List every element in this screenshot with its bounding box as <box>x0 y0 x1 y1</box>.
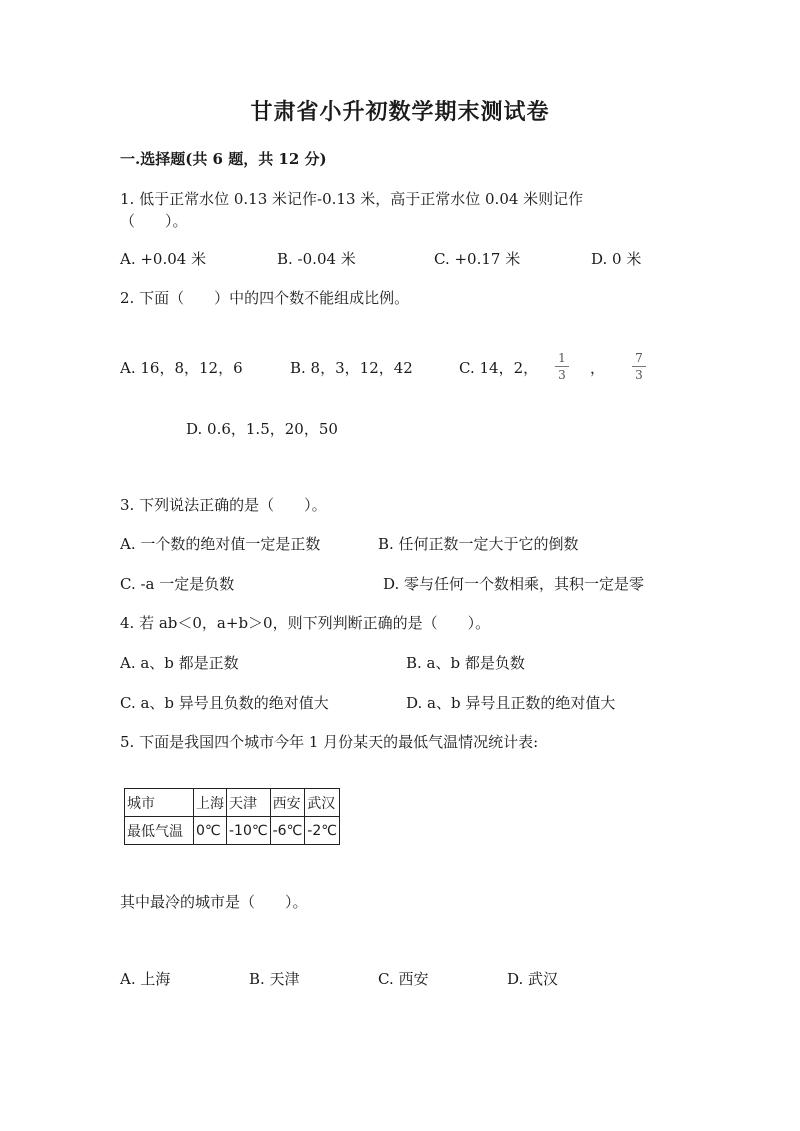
fraction-seven-thirds-denominator: 3 <box>635 368 643 382</box>
question-4-option-c[interactable]: C. a、b 异号且负数的绝对值大 <box>120 694 329 712</box>
fraction-separator: ， <box>590 359 606 377</box>
question-5-option-b[interactable]: B. 天津 <box>249 970 300 988</box>
question-3-text: 3. 下列说法正确的是（ ）。 <box>120 496 327 514</box>
section-heading: 一.选择题(共 6 题，共 12 分) <box>120 150 327 168</box>
question-1-option-b[interactable]: B. -0.04 米 <box>277 250 356 268</box>
question-3-option-c[interactable]: C. -a 一定是负数 <box>120 575 235 593</box>
fraction-one-third <box>555 352 569 381</box>
fraction-one-third-denominator: 3 <box>558 368 566 382</box>
table-cell: 城市 <box>125 789 194 817</box>
question-1-option-c[interactable]: C. +0.17 米 <box>434 250 521 268</box>
table-header-row <box>125 789 340 817</box>
table-cell: -6℃ <box>270 817 305 845</box>
question-2-option-b[interactable]: B. 8，3，12，42 <box>290 359 413 377</box>
fraction-one-third-numerator: 1 <box>555 352 569 367</box>
question-5-question: 其中最冷的城市是（ ）。 <box>120 893 308 911</box>
question-1-option-d[interactable]: D. 0 米 <box>591 250 642 268</box>
question-1-text: 1. 低于正常水位 0.13 米记作-0.13 米，高于正常水位 0.04 米则记作 <box>120 190 584 208</box>
question-3-option-d[interactable]: D. 零与任何一个数相乘，其积一定是零 <box>383 575 645 593</box>
question-1-option-a[interactable]: A. +0.04 米 <box>120 250 207 268</box>
table-cell: 西安 <box>270 789 305 817</box>
question-2-option-a[interactable]: A. 16，8，12，6 <box>120 359 243 377</box>
table-cell: 武汉 <box>305 789 340 817</box>
fraction-seven-thirds <box>632 352 646 381</box>
table-cell: 天津 <box>227 789 271 817</box>
question-3-option-b[interactable]: B. 任何正数一定大于它的倒数 <box>378 535 579 553</box>
question-5-text: 5. 下面是我国四个城市今年 1 月份某天的最低气温情况统计表: <box>120 733 539 751</box>
question-2-option-d[interactable]: D. 0.6，1.5，20，50 <box>186 420 338 438</box>
question-2-text: 2. 下面（ ）中的四个数不能组成比例。 <box>120 289 410 307</box>
table-cell: 上海 <box>194 789 227 817</box>
table-cell: 0℃ <box>194 817 227 845</box>
question-5-option-c[interactable]: C. 西安 <box>378 970 429 988</box>
question-5-option-a[interactable]: A. 上海 <box>120 970 171 988</box>
question-4-option-a[interactable]: A. a、b 都是正数 <box>120 654 239 672</box>
question-4-text: 4. 若 ab＜0，a+b＞0，则下列判断正确的是（ ）。 <box>120 614 491 632</box>
table-row <box>125 817 340 845</box>
question-5-option-d[interactable]: D. 武汉 <box>507 970 559 988</box>
question-2-option-c[interactable]: C. 14，2， <box>459 359 539 377</box>
question-4-option-d[interactable]: D. a、b 异号且正数的绝对值大 <box>406 694 616 712</box>
table-cell: -10℃ <box>227 817 271 845</box>
question-1-blank: （ ）。 <box>120 212 188 230</box>
temperature-table <box>124 788 340 845</box>
question-4-option-b[interactable]: B. a、b 都是负数 <box>406 654 525 672</box>
question-3-option-a[interactable]: A. 一个数的绝对值一定是正数 <box>120 535 321 553</box>
page-title: 甘肃省小升初数学期末测试卷 <box>250 99 550 125</box>
fraction-seven-thirds-numerator: 7 <box>632 352 646 367</box>
table-cell: -2℃ <box>305 817 340 845</box>
table-cell: 最低气温 <box>125 817 194 845</box>
